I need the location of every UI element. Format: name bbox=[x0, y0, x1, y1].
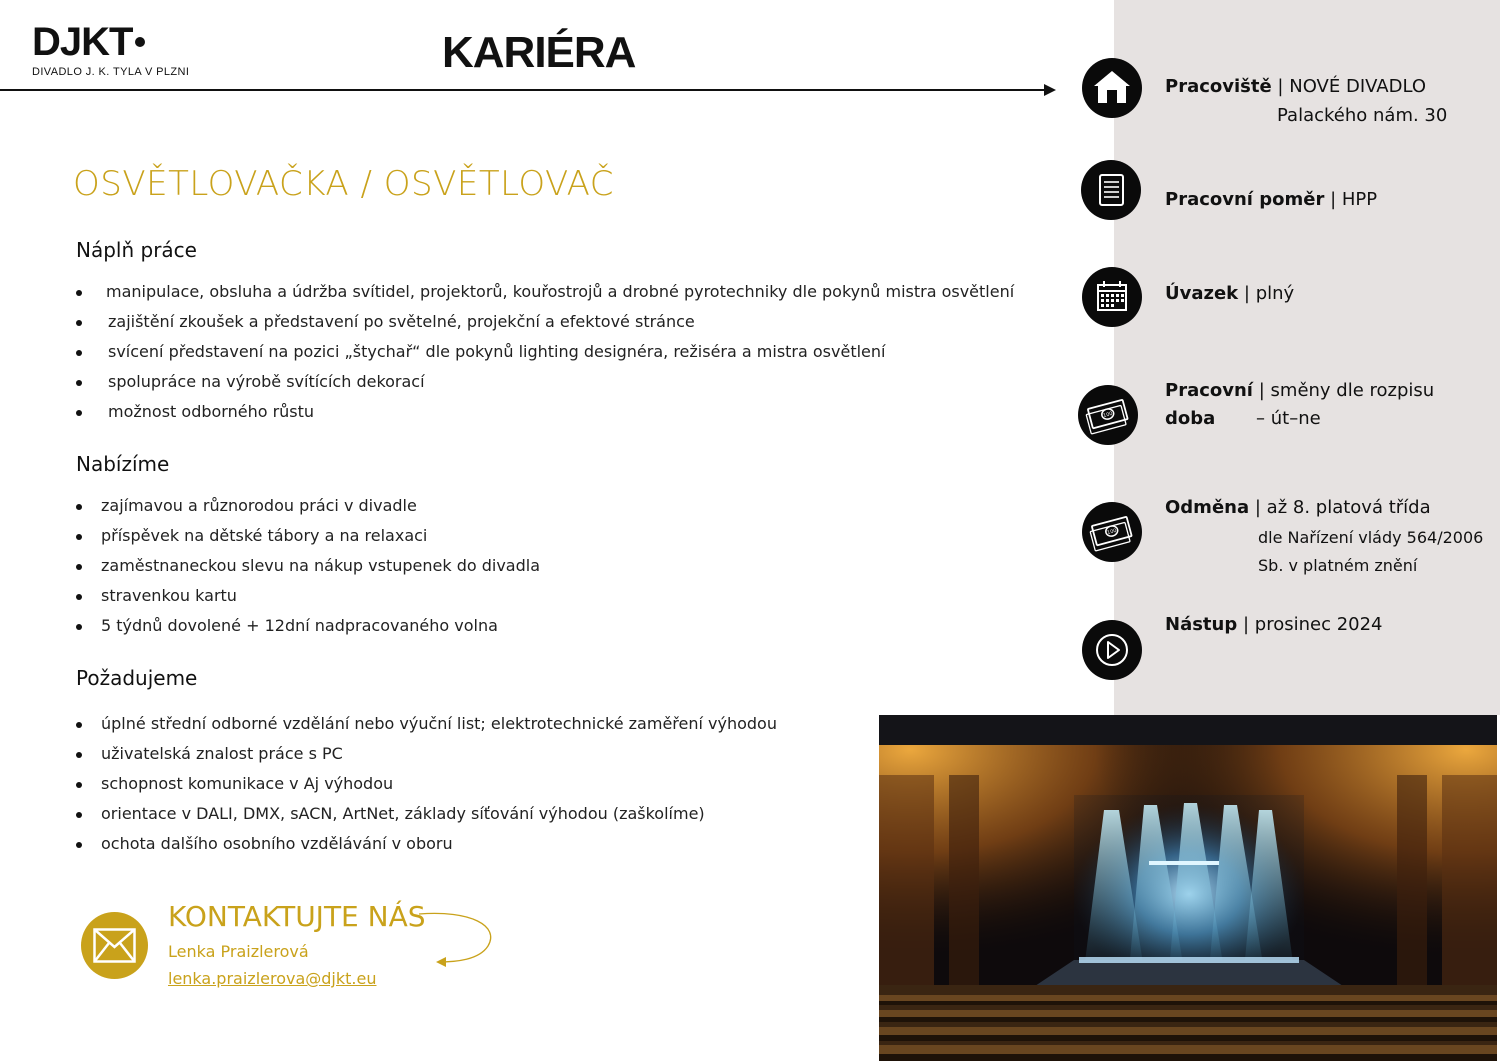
svg-text:100: 100 bbox=[1102, 410, 1114, 420]
separator: | bbox=[1243, 283, 1250, 304]
bullet-icon bbox=[76, 594, 82, 600]
workplace-value: NOVÉ DIVADLO bbox=[1289, 76, 1427, 97]
salary-value: až 8. platová třída bbox=[1266, 497, 1431, 518]
bullet-icon bbox=[76, 564, 82, 570]
contact-heading: KONTAKTUJTE NÁS bbox=[168, 900, 426, 933]
hours-label-2: doba bbox=[1165, 408, 1216, 429]
bullet-icon bbox=[76, 410, 82, 416]
header-divider bbox=[0, 89, 1046, 91]
envelope-icon bbox=[81, 912, 148, 979]
workload-label: Úvazek bbox=[1165, 283, 1239, 304]
document-icon bbox=[1081, 160, 1141, 220]
workplace-address: Palackého nám. 30 bbox=[1277, 105, 1448, 126]
bullet-icon bbox=[76, 752, 82, 758]
bullet-icon bbox=[76, 842, 82, 848]
stage-photo bbox=[879, 715, 1497, 1061]
svg-text:100: 100 bbox=[1106, 527, 1118, 537]
workload-value: plný bbox=[1255, 283, 1295, 304]
logo-mark: DJKT bbox=[32, 20, 133, 64]
section-heading-duties: Náplň práce bbox=[76, 238, 197, 262]
salary-regulation: dle Nařízení vlády 564/2006 bbox=[1258, 528, 1484, 547]
employment-label: Pracovní poměr bbox=[1165, 189, 1325, 210]
salary-regulation-2: Sb. v platném znění bbox=[1258, 556, 1418, 575]
bullet-icon bbox=[76, 320, 82, 326]
contact-name: Lenka Praizlerová bbox=[168, 942, 309, 961]
money-icon bbox=[1082, 502, 1142, 562]
hours-value: směny dle rozpisu bbox=[1270, 380, 1435, 401]
djkt-logo[interactable] bbox=[32, 20, 189, 78]
hours-days: – út–ne bbox=[1256, 408, 1321, 429]
curved-arrow-icon bbox=[416, 908, 496, 970]
calendar-icon bbox=[1082, 267, 1142, 327]
arrow-right-icon bbox=[1044, 84, 1056, 96]
money-icon bbox=[1078, 385, 1138, 445]
bullet-icon bbox=[76, 504, 82, 510]
start-label: Nástup bbox=[1165, 614, 1238, 635]
employment-info bbox=[1165, 186, 1377, 214]
bullet-icon bbox=[76, 812, 82, 818]
bullet-icon bbox=[76, 350, 82, 356]
bullet-icon bbox=[76, 534, 82, 540]
job-title: OSVĚTLOVAČKA / OSVĚTLOVAČ bbox=[73, 164, 614, 204]
logo-dot-icon bbox=[135, 37, 145, 47]
house-icon bbox=[1082, 58, 1142, 118]
hours-info bbox=[1165, 377, 1434, 405]
salary-info bbox=[1165, 494, 1431, 522]
logo-subtitle: DIVADLO J. K. TYLA V PLZNI bbox=[32, 66, 190, 78]
separator: | bbox=[1242, 614, 1250, 635]
bullet-icon bbox=[76, 782, 82, 788]
contact-email-link[interactable]: lenka.praizlerova@djkt.eu bbox=[168, 969, 377, 988]
stage-photo-illustration bbox=[879, 715, 1497, 1061]
play-icon bbox=[1082, 620, 1142, 680]
section-heading-offer: Nabízíme bbox=[76, 452, 170, 476]
hours-label-1: Pracovní bbox=[1165, 380, 1253, 401]
start-value: prosinec 2024 bbox=[1254, 614, 1383, 635]
bullet-icon bbox=[76, 624, 82, 630]
separator: | bbox=[1254, 497, 1261, 518]
section-heading-requirements: Požadujeme bbox=[76, 666, 198, 690]
separator: | bbox=[1277, 76, 1284, 97]
separator: | bbox=[1330, 189, 1337, 210]
start-info bbox=[1165, 611, 1383, 639]
workplace-info bbox=[1165, 73, 1426, 101]
separator: | bbox=[1258, 380, 1265, 401]
page-title: KARIÉRA bbox=[442, 28, 636, 77]
employment-value: HPP bbox=[1341, 189, 1378, 210]
bullet-icon bbox=[76, 290, 82, 296]
bullet-icon bbox=[76, 722, 82, 728]
workplace-label: Pracoviště bbox=[1165, 76, 1272, 97]
workload-info bbox=[1165, 280, 1294, 308]
envelope-glyph-icon bbox=[93, 928, 136, 963]
bullet-icon bbox=[76, 380, 82, 386]
salary-label: Odměna bbox=[1165, 497, 1250, 518]
